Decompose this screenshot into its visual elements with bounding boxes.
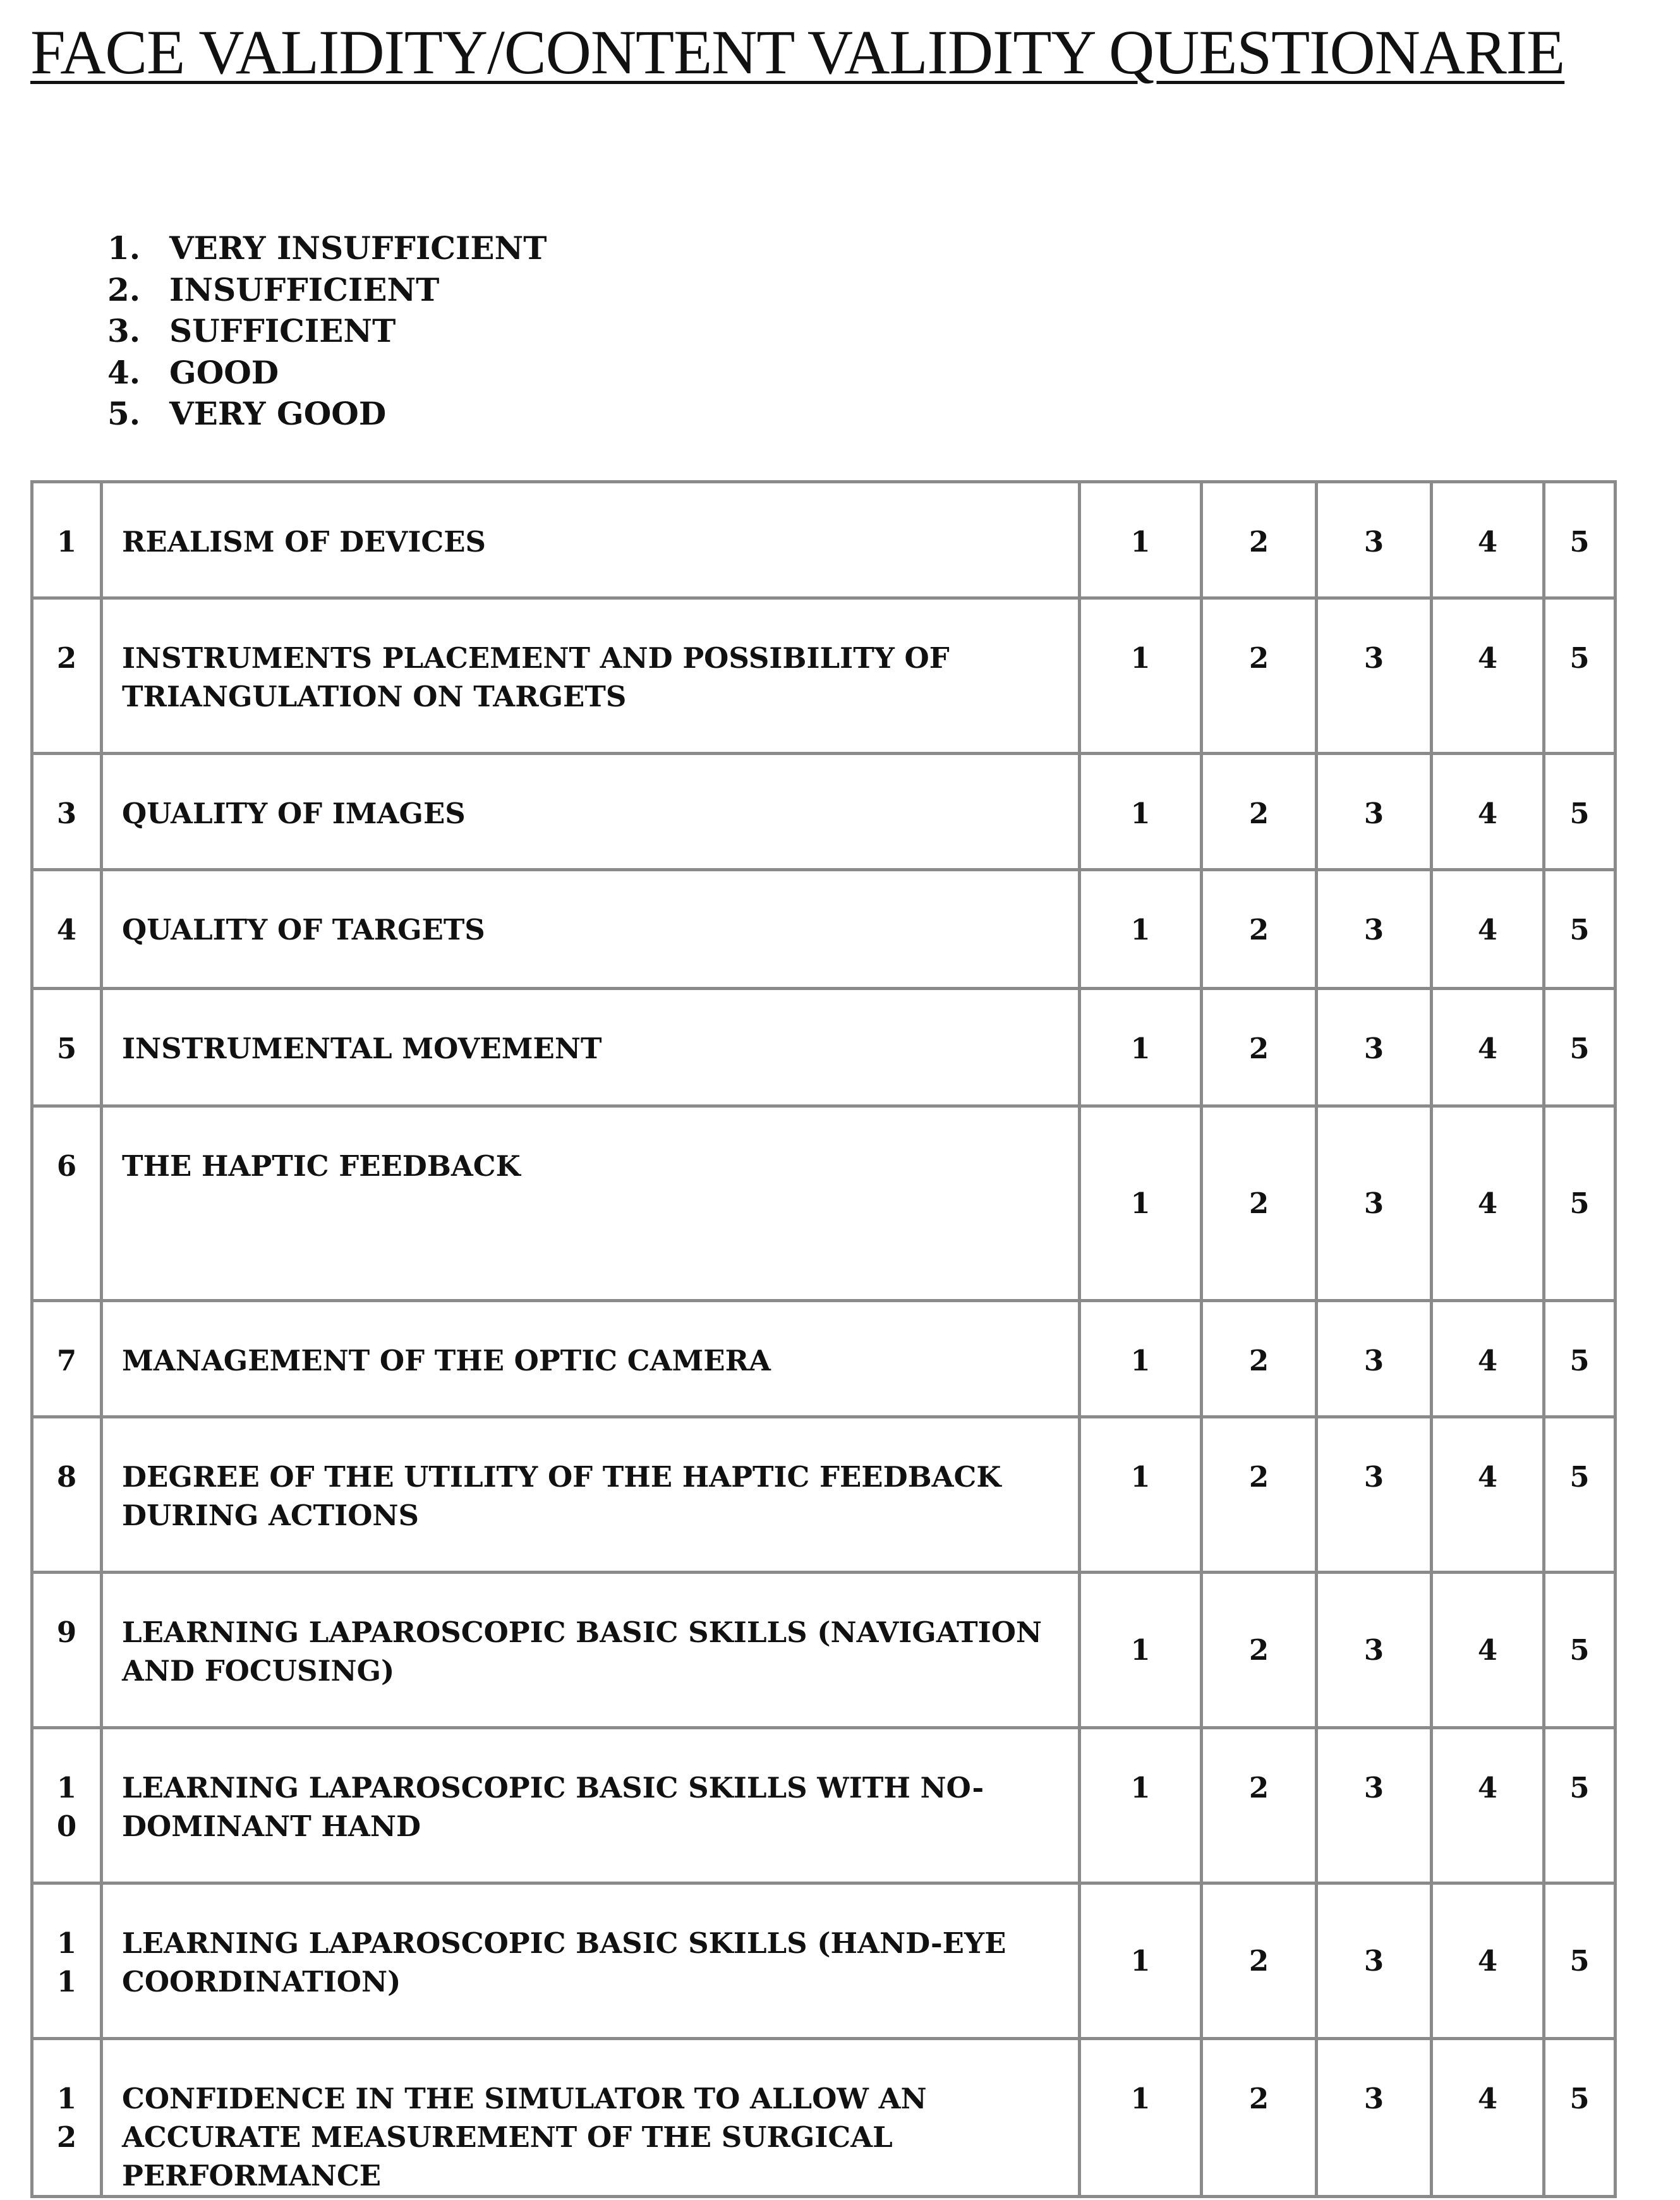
question-number	[32, 1883, 102, 2039]
table-row	[32, 1417, 1616, 1573]
question-number	[32, 754, 102, 870]
rating-option-5[interactable]: 5	[1544, 482, 1616, 598]
rating-option-4[interactable]: 4	[1432, 1883, 1544, 2039]
rating-option-4[interactable]: 4	[1432, 1573, 1544, 1728]
scale-number: 3.	[107, 312, 141, 349]
question-number	[32, 482, 102, 598]
rating-option-5[interactable]: 5	[1544, 1883, 1616, 2039]
question-number-digit: 0	[56, 1810, 77, 1843]
scale-number: 2.	[107, 270, 141, 308]
rating-option-5[interactable]: 5	[1544, 1573, 1616, 1728]
rating-option-4[interactable]: 4	[1432, 989, 1544, 1106]
rating-option-1[interactable]: 1	[1080, 870, 1202, 989]
question-text: THE HAPTIC FEEDBACK	[102, 1106, 1080, 1301]
question-number	[32, 2039, 102, 2197]
rating-option-2[interactable]: 2	[1202, 1417, 1317, 1573]
rating-option-3[interactable]: 3	[1317, 1573, 1432, 1728]
rating-option-2[interactable]: 2	[1202, 1106, 1317, 1301]
question-number-digit: 4	[56, 913, 77, 946]
table-row	[32, 1573, 1616, 1728]
question-number-digit: 1	[56, 1771, 77, 1804]
question-text: REALISM OF DEVICES	[102, 482, 1080, 598]
rating-scale-legend	[107, 227, 547, 435]
rating-option-1[interactable]: 1	[1080, 1883, 1202, 2039]
rating-option-2[interactable]: 2	[1202, 2039, 1317, 2197]
rating-option-3[interactable]: 3	[1317, 870, 1432, 989]
rating-option-1[interactable]: 1	[1080, 598, 1202, 754]
rating-option-4[interactable]: 4	[1432, 754, 1544, 870]
scale-label: VERY GOOD	[169, 395, 387, 432]
question-number-digit: 1	[56, 2082, 77, 2115]
table-row	[32, 1106, 1616, 1301]
question-number-digit: 1	[56, 1926, 77, 1960]
scale-item	[107, 352, 547, 394]
question-number-digit: 7	[56, 1344, 77, 1377]
rating-option-1[interactable]: 1	[1080, 1417, 1202, 1573]
rating-option-4[interactable]: 4	[1432, 1728, 1544, 1883]
rating-option-4[interactable]: 4	[1432, 1106, 1544, 1301]
rating-option-1[interactable]: 1	[1080, 1301, 1202, 1417]
question-number	[32, 989, 102, 1106]
question-number-digit: 5	[56, 1032, 77, 1065]
rating-option-1[interactable]: 1	[1080, 482, 1202, 598]
question-number	[32, 1728, 102, 1883]
rating-option-2[interactable]: 2	[1202, 1301, 1317, 1417]
table-row	[32, 482, 1616, 598]
question-number	[32, 1417, 102, 1573]
rating-option-2[interactable]: 2	[1202, 482, 1317, 598]
rating-option-5[interactable]: 5	[1544, 1301, 1616, 1417]
questionnaire-table	[30, 480, 1617, 2198]
rating-option-3[interactable]: 3	[1317, 989, 1432, 1106]
question-text: LEARNING LAPAROSCOPIC BASIC SKILLS (HAND-EYE COORDINATION)	[102, 1883, 1080, 2039]
rating-option-3[interactable]: 3	[1317, 1417, 1432, 1573]
question-number	[32, 598, 102, 754]
scale-item	[107, 269, 547, 311]
question-text: LEARNING LAPAROSCOPIC BASIC SKILLS (NAVIGATION AND FOCUSING)	[102, 1573, 1080, 1728]
rating-option-4[interactable]: 4	[1432, 482, 1544, 598]
rating-option-4[interactable]: 4	[1432, 2039, 1544, 2197]
rating-option-3[interactable]: 3	[1317, 482, 1432, 598]
rating-option-4[interactable]: 4	[1432, 1417, 1544, 1573]
rating-option-3[interactable]: 3	[1317, 2039, 1432, 2197]
question-number	[32, 1106, 102, 1301]
rating-option-5[interactable]: 5	[1544, 598, 1616, 754]
rating-option-5[interactable]: 5	[1544, 1417, 1616, 1573]
rating-option-2[interactable]: 2	[1202, 1728, 1317, 1883]
question-number	[32, 870, 102, 989]
table-row	[32, 1301, 1616, 1417]
question-number	[32, 1573, 102, 1728]
rating-option-2[interactable]: 2	[1202, 870, 1317, 989]
question-number-digit: 2	[56, 641, 77, 675]
table-row	[32, 1728, 1616, 1883]
table-row	[32, 1883, 1616, 2039]
rating-option-3[interactable]: 3	[1317, 1106, 1432, 1301]
rating-option-3[interactable]: 3	[1317, 754, 1432, 870]
rating-option-1[interactable]: 1	[1080, 1728, 1202, 1883]
scale-item	[107, 227, 547, 269]
question-number	[32, 1301, 102, 1417]
scale-label: SUFFICIENT	[169, 312, 396, 349]
question-text: MANAGEMENT OF THE OPTIC CAMERA	[102, 1301, 1080, 1417]
rating-option-1[interactable]: 1	[1080, 989, 1202, 1106]
question-number-digit: 2	[56, 2120, 77, 2154]
question-text: INSTRUMENTS PLACEMENT AND POSSIBILITY OF TRIANGULATION ON TARGETS	[102, 598, 1080, 754]
scale-number: 1.	[107, 229, 141, 267]
scale-number: 5.	[107, 395, 141, 432]
scale-label: GOOD	[169, 353, 279, 391]
rating-option-1[interactable]: 1	[1080, 1573, 1202, 1728]
rating-option-3[interactable]: 3	[1317, 1728, 1432, 1883]
rating-option-3[interactable]: 3	[1317, 598, 1432, 754]
rating-option-1[interactable]: 1	[1080, 1106, 1202, 1301]
rating-option-4[interactable]: 4	[1432, 598, 1544, 754]
rating-option-4[interactable]: 4	[1432, 870, 1544, 989]
scale-number: 4.	[107, 353, 141, 391]
question-text: DEGREE OF THE UTILITY OF THE HAPTIC FEEDBACK DURING ACTIONS	[102, 1417, 1080, 1573]
scale-item	[107, 310, 547, 352]
question-number-digit: 8	[56, 1460, 77, 1494]
rating-option-2[interactable]: 2	[1202, 1883, 1317, 2039]
question-text: QUALITY OF TARGETS	[102, 870, 1080, 989]
rating-option-4[interactable]: 4	[1432, 1301, 1544, 1417]
rating-option-3[interactable]: 3	[1317, 1301, 1432, 1417]
question-text: INSTRUMENTAL MOVEMENT	[102, 989, 1080, 1106]
page-title: FACE VALIDITY/CONTENT VALIDITY QUESTIONARIE	[30, 17, 1565, 87]
rating-option-1[interactable]: 1	[1080, 2039, 1202, 2197]
question-number-digit: 1	[56, 525, 77, 559]
rating-option-2[interactable]: 2	[1202, 754, 1317, 870]
scale-label: VERY INSUFFICIENT	[169, 229, 547, 267]
rating-option-5[interactable]: 5	[1544, 870, 1616, 989]
table-row	[32, 989, 1616, 1106]
rating-option-5[interactable]: 5	[1544, 2039, 1616, 2197]
question-text: QUALITY OF IMAGES	[102, 754, 1080, 870]
table-row	[32, 754, 1616, 870]
table-row	[32, 2039, 1616, 2197]
question-number-digit: 3	[56, 797, 77, 830]
rating-option-5[interactable]: 5	[1544, 754, 1616, 870]
scale-label: INSUFFICIENT	[169, 270, 440, 308]
table-row	[32, 870, 1616, 989]
question-number-digit: 1	[56, 1965, 77, 1998]
rating-option-2[interactable]: 2	[1202, 598, 1317, 754]
questionnaire-body	[32, 482, 1616, 2197]
question-text: LEARNING LAPAROSCOPIC BASIC SKILLS WITH NO-DOMINANT HAND	[102, 1728, 1080, 1883]
rating-option-1[interactable]: 1	[1080, 754, 1202, 870]
table-row	[32, 598, 1616, 754]
rating-option-2[interactable]: 2	[1202, 1573, 1317, 1728]
scale-item	[107, 393, 547, 435]
rating-option-5[interactable]: 5	[1544, 989, 1616, 1106]
rating-option-5[interactable]: 5	[1544, 1728, 1616, 1883]
question-text: CONFIDENCE IN THE SIMULATOR TO ALLOW AN ACCURATE MEASUREMENT OF THE SURGICAL PERFORMANCE	[102, 2039, 1080, 2197]
question-number-digit: 9	[56, 1616, 77, 1649]
rating-option-5[interactable]: 5	[1544, 1106, 1616, 1301]
question-number-digit: 6	[56, 1149, 77, 1183]
rating-option-2[interactable]: 2	[1202, 989, 1317, 1106]
rating-option-3[interactable]: 3	[1317, 1883, 1432, 2039]
